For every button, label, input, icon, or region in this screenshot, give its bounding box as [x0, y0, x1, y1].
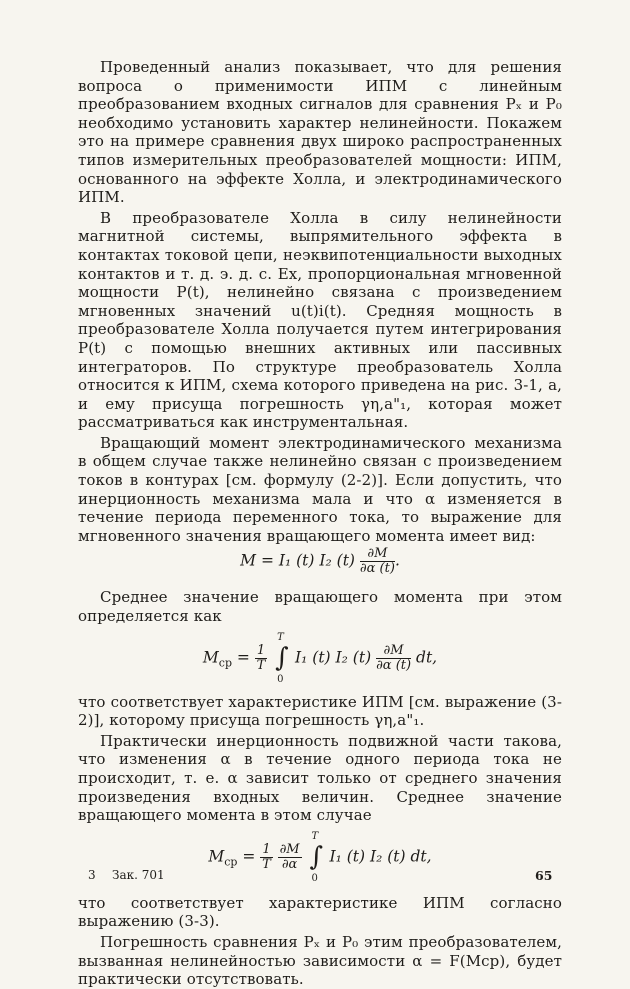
formula-1-lhs: M: [240, 551, 256, 570]
integral-upper-limit: T: [311, 831, 319, 843]
formula-2-eq: =: [236, 648, 250, 667]
formula-2-den1: T: [256, 657, 266, 673]
formula-1-product: I₁ (t) I₂ (t): [278, 551, 355, 570]
formula-2-product: I₁ (t) I₂ (t): [295, 648, 372, 667]
formula-1-eq: =: [260, 551, 274, 570]
paragraph-6: Практически инерционность подвижной части такова, что изменения α в течение одного периода тока не происходит, т. е. α зависит только от среднего значения произведения входных величин. Среднее значение вращающего момента в этом случае: [78, 731, 562, 825]
formula-1-den: ∂α (t): [359, 561, 395, 577]
formula-1-tail: .: [394, 551, 400, 570]
page-number: 65: [535, 868, 553, 883]
formula-3-product: I₁ (t) I₂ (t) dt,: [329, 847, 432, 866]
formula-average-torque-1: [78, 632, 562, 686]
formula-3-num1: 1: [262, 841, 271, 857]
formula-1-num: ∂M: [360, 547, 395, 562]
formula-2-lhs: M: [202, 648, 219, 667]
formula-3-lhs-sub: ср: [224, 855, 238, 869]
formula-1-fraction: [360, 547, 395, 576]
paragraph-8: Погрешность сравнения Pₓ и P₀ этим преобразователем, вызванная нелинейностью зависимости α = F(Mср), будет практически отсутствовать.: [78, 932, 562, 989]
formula-3-eq: =: [242, 847, 256, 866]
integral-lower-limit: 0: [311, 873, 318, 885]
paragraph-7: что соответствует характеристике ИПМ согласно выражению (3-3).: [78, 893, 562, 931]
signature-mark: 3: [88, 868, 96, 882]
formula-2-num1: 1: [256, 642, 266, 658]
formula-2-lhs-sub: ср: [218, 656, 232, 670]
integral-lower-limit: 0: [277, 674, 284, 686]
formula-2-tail: dt,: [416, 648, 438, 667]
paragraph-4: Среднее значение вращающего момента при этом определяется как: [78, 588, 562, 626]
integral-sign: ∫ T 0: [309, 831, 324, 885]
formula-2-num2: ∂M: [376, 644, 411, 659]
print-order: Зак. 701: [112, 868, 165, 882]
formula-3-den1: T: [262, 856, 271, 872]
paragraph-5: что соответствует характеристике ИПМ [см. выражение (3-2)], которому присуща погрешность γη,а"₁.: [78, 692, 562, 730]
formula-instant-torque: [78, 547, 562, 576]
paragraph-3: Вращающий момент электродинамического механизма в общем случае также нелинейно связан с произведением токов в контурах [см. формулу (2-2)]. Если допустить, что инерционность механизма мала и что α изменяется в течение периода переменного тока, то выражение для мгновенного значения вращающего момента имеет вид:: [78, 433, 562, 545]
formula-2-fraction-1: [255, 644, 267, 673]
paragraph-1: Проведенный анализ показывает, что для решения вопроса о применимости ИПМ с линейным преобразованием входных сигналов для сравнения Pₓ и P₀ необходимо установить характер нелинейности. Покажем это на примере сравнения двух широко распространенных типов измерительных преобразователей мощности: ИПМ, основанного на эффекте Холла, и электродинамического ИПМ.: [78, 58, 562, 207]
formula-3-den2: ∂α: [281, 856, 298, 872]
formula-2-fraction-2: [376, 644, 411, 673]
formula-2-den2: ∂α (t): [376, 657, 412, 673]
integral-sign: ∫ T 0: [275, 632, 289, 686]
integral-upper-limit: T: [277, 632, 284, 644]
formula-3-lhs: M: [208, 847, 225, 866]
paragraph-2: В преобразователе Холла в силу нелинейности магнитной системы, выпрямительного эффекта в контактах токовой цепи, неэквипотенциальности выходных контактов и т. д. э. д. с. Eх, пропорциональная мгновенной мощности P(t), нелинейно связана с произведением мгновенных значений u(t)i(t). Средняя мощность в преобразователе Холла получается путем интегрирования P(t) с помощью внешних активных или пассивных интеграторов. По структуре преобразователь Холла относится к ИПМ, схема которого приведена на рис. 3-1, а, и ему присуща погрешность γη,а"₁, которая может рассматриваться как инструментальная.: [78, 208, 562, 432]
page-footer: [0, 868, 630, 888]
formula-3-num2: ∂M: [279, 841, 300, 857]
